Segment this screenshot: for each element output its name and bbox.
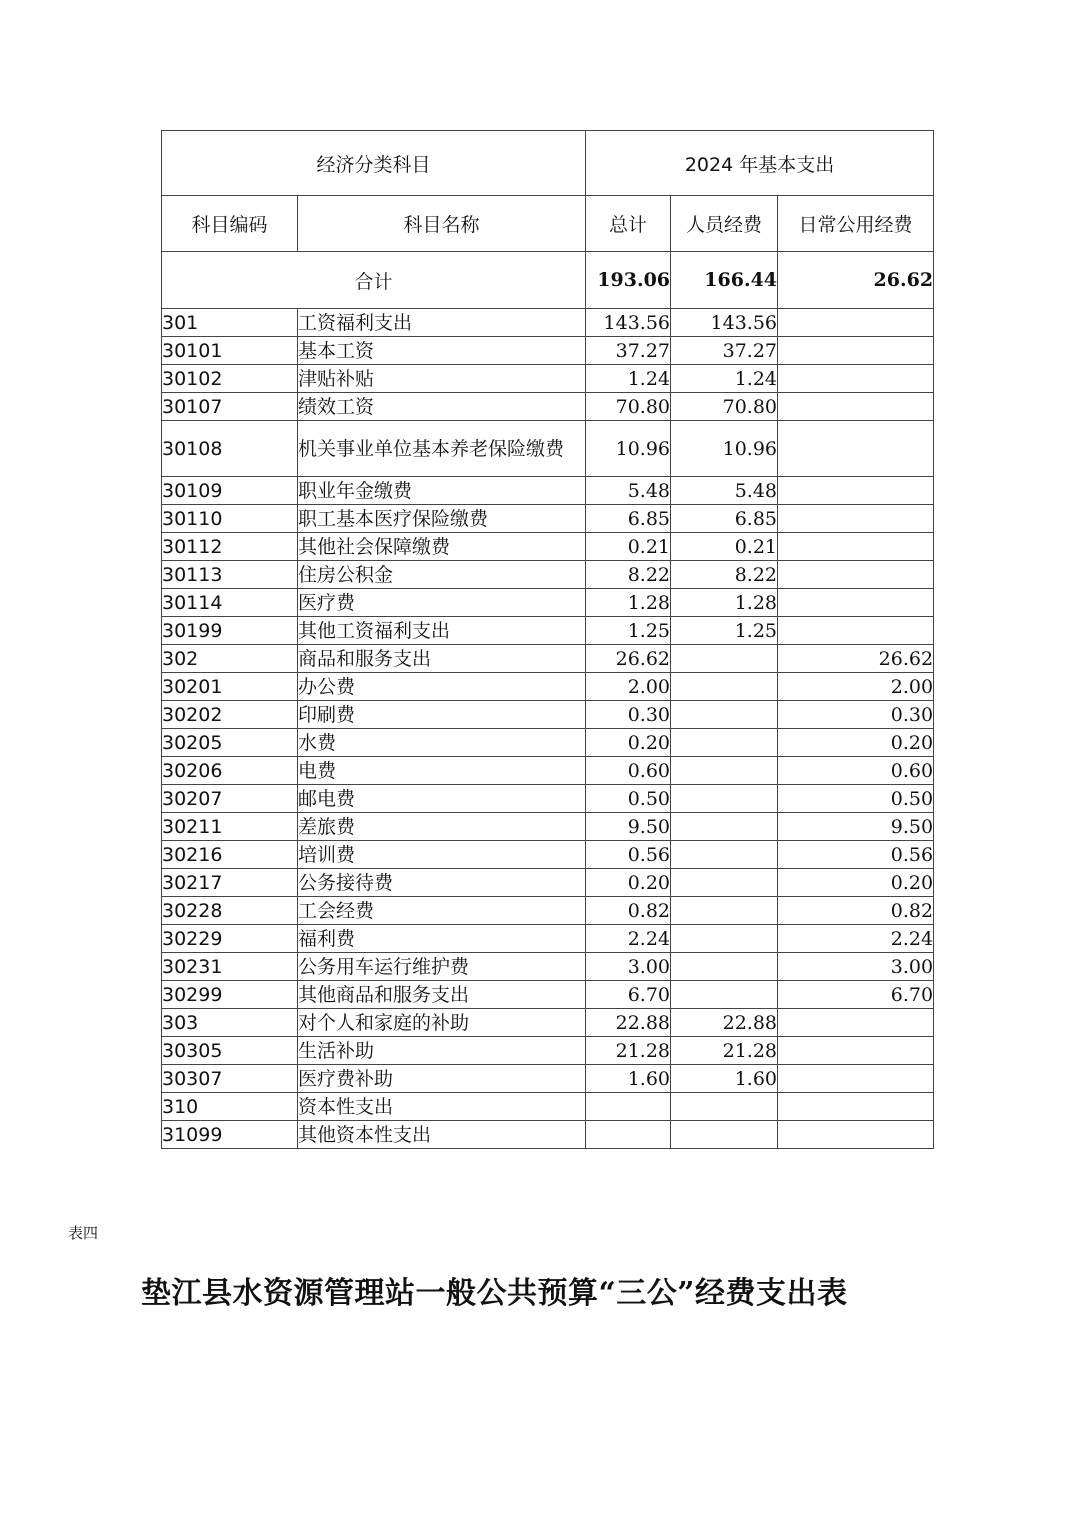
row-code: 31099 (162, 1121, 298, 1149)
row-public: 2.24 (778, 925, 934, 953)
table-row (162, 365, 934, 393)
row-personnel (671, 701, 778, 729)
row-public (778, 561, 934, 589)
row-code: 30299 (162, 981, 298, 1009)
row-name: 医疗费补助 (298, 1065, 586, 1093)
row-public (778, 1009, 934, 1037)
row-name: 电费 (298, 757, 586, 785)
row-public (778, 589, 934, 617)
row-public: 0.20 (778, 729, 934, 757)
total-public: 26.62 (778, 252, 934, 309)
col-header-personnel: 人员经费 (671, 196, 778, 252)
row-code: 30207 (162, 785, 298, 813)
table-row (162, 1037, 934, 1065)
table-row (162, 729, 934, 757)
row-public: 2.00 (778, 673, 934, 701)
row-name: 印刷费 (298, 701, 586, 729)
row-name: 差旅费 (298, 813, 586, 841)
row-name: 机关事业单位基本养老保险缴费 (298, 421, 586, 477)
total-label: 合计 (162, 252, 586, 309)
row-code: 30114 (162, 589, 298, 617)
row-total: 8.22 (586, 561, 671, 589)
row-code: 30102 (162, 365, 298, 393)
row-personnel: 70.80 (671, 393, 778, 421)
row-public: 6.70 (778, 981, 934, 1009)
table-row (162, 701, 934, 729)
document-title: 垫江县水资源管理站一般公共预算“三公”经费支出表 (141, 1276, 848, 1311)
row-personnel (671, 841, 778, 869)
row-code: 303 (162, 1009, 298, 1037)
row-public (778, 1121, 934, 1149)
row-personnel (671, 925, 778, 953)
row-code: 30217 (162, 869, 298, 897)
row-code: 30205 (162, 729, 298, 757)
row-total: 2.24 (586, 925, 671, 953)
row-code: 301 (162, 309, 298, 337)
table-row (162, 897, 934, 925)
row-total (586, 1121, 671, 1149)
col-header-total: 总计 (586, 196, 671, 252)
row-code: 30206 (162, 757, 298, 785)
col-header-name: 科目名称 (298, 196, 586, 252)
row-code: 302 (162, 645, 298, 673)
row-code: 30305 (162, 1037, 298, 1065)
row-personnel: 1.24 (671, 365, 778, 393)
table-row (162, 785, 934, 813)
row-name: 津贴补贴 (298, 365, 586, 393)
row-personnel (671, 813, 778, 841)
row-total: 1.25 (586, 617, 671, 645)
row-code: 30201 (162, 673, 298, 701)
row-name: 资本性支出 (298, 1093, 586, 1121)
row-name: 职工基本医疗保险缴费 (298, 505, 586, 533)
table-row (162, 757, 934, 785)
row-name: 基本工资 (298, 337, 586, 365)
row-code: 30110 (162, 505, 298, 533)
table-row (162, 953, 934, 981)
row-total: 9.50 (586, 813, 671, 841)
row-code: 30202 (162, 701, 298, 729)
row-total: 0.20 (586, 869, 671, 897)
row-name: 医疗费 (298, 589, 586, 617)
row-total: 1.60 (586, 1065, 671, 1093)
row-public (778, 505, 934, 533)
col-header-public: 日常公用经费 (778, 196, 934, 252)
table-row (162, 645, 934, 673)
table-row (162, 673, 934, 701)
row-personnel: 1.25 (671, 617, 778, 645)
row-name: 职业年金缴费 (298, 477, 586, 505)
row-public (778, 393, 934, 421)
row-name: 其他工资福利支出 (298, 617, 586, 645)
row-public (778, 1037, 934, 1065)
row-public: 0.82 (778, 897, 934, 925)
row-public: 0.20 (778, 869, 934, 897)
row-personnel (671, 981, 778, 1009)
row-name: 福利费 (298, 925, 586, 953)
total-sum: 193.06 (586, 252, 671, 309)
table-row (162, 505, 934, 533)
row-name: 商品和服务支出 (298, 645, 586, 673)
group-header-row (162, 131, 934, 196)
table-row (162, 841, 934, 869)
row-code: 30216 (162, 841, 298, 869)
row-total: 0.30 (586, 701, 671, 729)
row-personnel (671, 1093, 778, 1121)
row-total: 0.20 (586, 729, 671, 757)
row-public: 0.30 (778, 701, 934, 729)
row-total: 3.00 (586, 953, 671, 981)
row-code: 30107 (162, 393, 298, 421)
row-public (778, 421, 934, 477)
table-row (162, 1009, 934, 1037)
table-row (162, 813, 934, 841)
row-personnel (671, 757, 778, 785)
row-personnel: 8.22 (671, 561, 778, 589)
row-total: 26.62 (586, 645, 671, 673)
row-total: 70.80 (586, 393, 671, 421)
row-public: 9.50 (778, 813, 934, 841)
row-personnel (671, 953, 778, 981)
row-code: 30307 (162, 1065, 298, 1093)
row-name: 对个人和家庭的补助 (298, 1009, 586, 1037)
row-total: 0.50 (586, 785, 671, 813)
row-name: 培训费 (298, 841, 586, 869)
row-name: 公务用车运行维护费 (298, 953, 586, 981)
row-total: 143.56 (586, 309, 671, 337)
row-name: 生活补助 (298, 1037, 586, 1065)
row-personnel: 22.88 (671, 1009, 778, 1037)
total-personnel: 166.44 (671, 252, 778, 309)
row-personnel (671, 673, 778, 701)
row-public: 0.60 (778, 757, 934, 785)
row-name: 绩效工资 (298, 393, 586, 421)
row-public (778, 1065, 934, 1093)
row-personnel: 0.21 (671, 533, 778, 561)
row-public (778, 309, 934, 337)
row-name: 其他资本性支出 (298, 1121, 586, 1149)
table-row (162, 869, 934, 897)
row-public (778, 337, 934, 365)
row-code: 30228 (162, 897, 298, 925)
table-row (162, 1065, 934, 1093)
row-total: 0.60 (586, 757, 671, 785)
row-name: 其他商品和服务支出 (298, 981, 586, 1009)
row-code: 30229 (162, 925, 298, 953)
row-public (778, 365, 934, 393)
row-personnel: 1.28 (671, 589, 778, 617)
row-code: 30112 (162, 533, 298, 561)
table-row (162, 421, 934, 477)
row-personnel (671, 645, 778, 673)
row-total: 6.85 (586, 505, 671, 533)
row-code: 30109 (162, 477, 298, 505)
row-total: 1.24 (586, 365, 671, 393)
row-code: 30211 (162, 813, 298, 841)
row-name: 工会经费 (298, 897, 586, 925)
row-code: 310 (162, 1093, 298, 1121)
row-name: 其他社会保障缴费 (298, 533, 586, 561)
row-total: 10.96 (586, 421, 671, 477)
row-code: 30101 (162, 337, 298, 365)
row-public: 3.00 (778, 953, 934, 981)
row-total: 5.48 (586, 477, 671, 505)
table-row (162, 533, 934, 561)
table-row (162, 617, 934, 645)
row-personnel (671, 869, 778, 897)
table-row (162, 925, 934, 953)
row-personnel (671, 729, 778, 757)
row-code: 30113 (162, 561, 298, 589)
row-public (778, 617, 934, 645)
row-name: 工资福利支出 (298, 309, 586, 337)
row-public (778, 533, 934, 561)
table-row (162, 393, 934, 421)
row-personnel: 37.27 (671, 337, 778, 365)
row-name: 公务接待费 (298, 869, 586, 897)
row-public: 0.50 (778, 785, 934, 813)
row-total: 0.56 (586, 841, 671, 869)
col-header-code: 科目编码 (162, 196, 298, 252)
row-total: 22.88 (586, 1009, 671, 1037)
row-code: 30108 (162, 421, 298, 477)
row-personnel: 21.28 (671, 1037, 778, 1065)
row-personnel: 6.85 (671, 505, 778, 533)
row-total: 6.70 (586, 981, 671, 1009)
row-total (586, 1093, 671, 1121)
row-total: 21.28 (586, 1037, 671, 1065)
row-total: 1.28 (586, 589, 671, 617)
table-number-label: 表四 (68, 1224, 99, 1242)
row-name: 邮电费 (298, 785, 586, 813)
row-public (778, 477, 934, 505)
row-total: 0.21 (586, 533, 671, 561)
row-total: 2.00 (586, 673, 671, 701)
group-header-category: 经济分类科目 (162, 131, 586, 196)
table-row (162, 981, 934, 1009)
row-personnel: 143.56 (671, 309, 778, 337)
row-total: 37.27 (586, 337, 671, 365)
row-personnel: 10.96 (671, 421, 778, 477)
table-row (162, 589, 934, 617)
table-row (162, 561, 934, 589)
table-row (162, 337, 934, 365)
row-code: 30199 (162, 617, 298, 645)
row-public: 0.56 (778, 841, 934, 869)
budget-expenditure-table (161, 130, 934, 1149)
table-row (162, 309, 934, 337)
table-row (162, 1093, 934, 1121)
row-personnel (671, 785, 778, 813)
table-row (162, 1121, 934, 1149)
row-public: 26.62 (778, 645, 934, 673)
total-row (162, 252, 934, 309)
column-header-row (162, 196, 934, 252)
row-name: 办公费 (298, 673, 586, 701)
row-public (778, 1093, 934, 1121)
row-name: 水费 (298, 729, 586, 757)
group-header-budget: 2024 年基本支出 (586, 131, 934, 196)
table-row (162, 477, 934, 505)
row-personnel: 5.48 (671, 477, 778, 505)
row-personnel (671, 897, 778, 925)
row-total: 0.82 (586, 897, 671, 925)
row-personnel: 1.60 (671, 1065, 778, 1093)
row-code: 30231 (162, 953, 298, 981)
row-name: 住房公积金 (298, 561, 586, 589)
row-personnel (671, 1121, 778, 1149)
